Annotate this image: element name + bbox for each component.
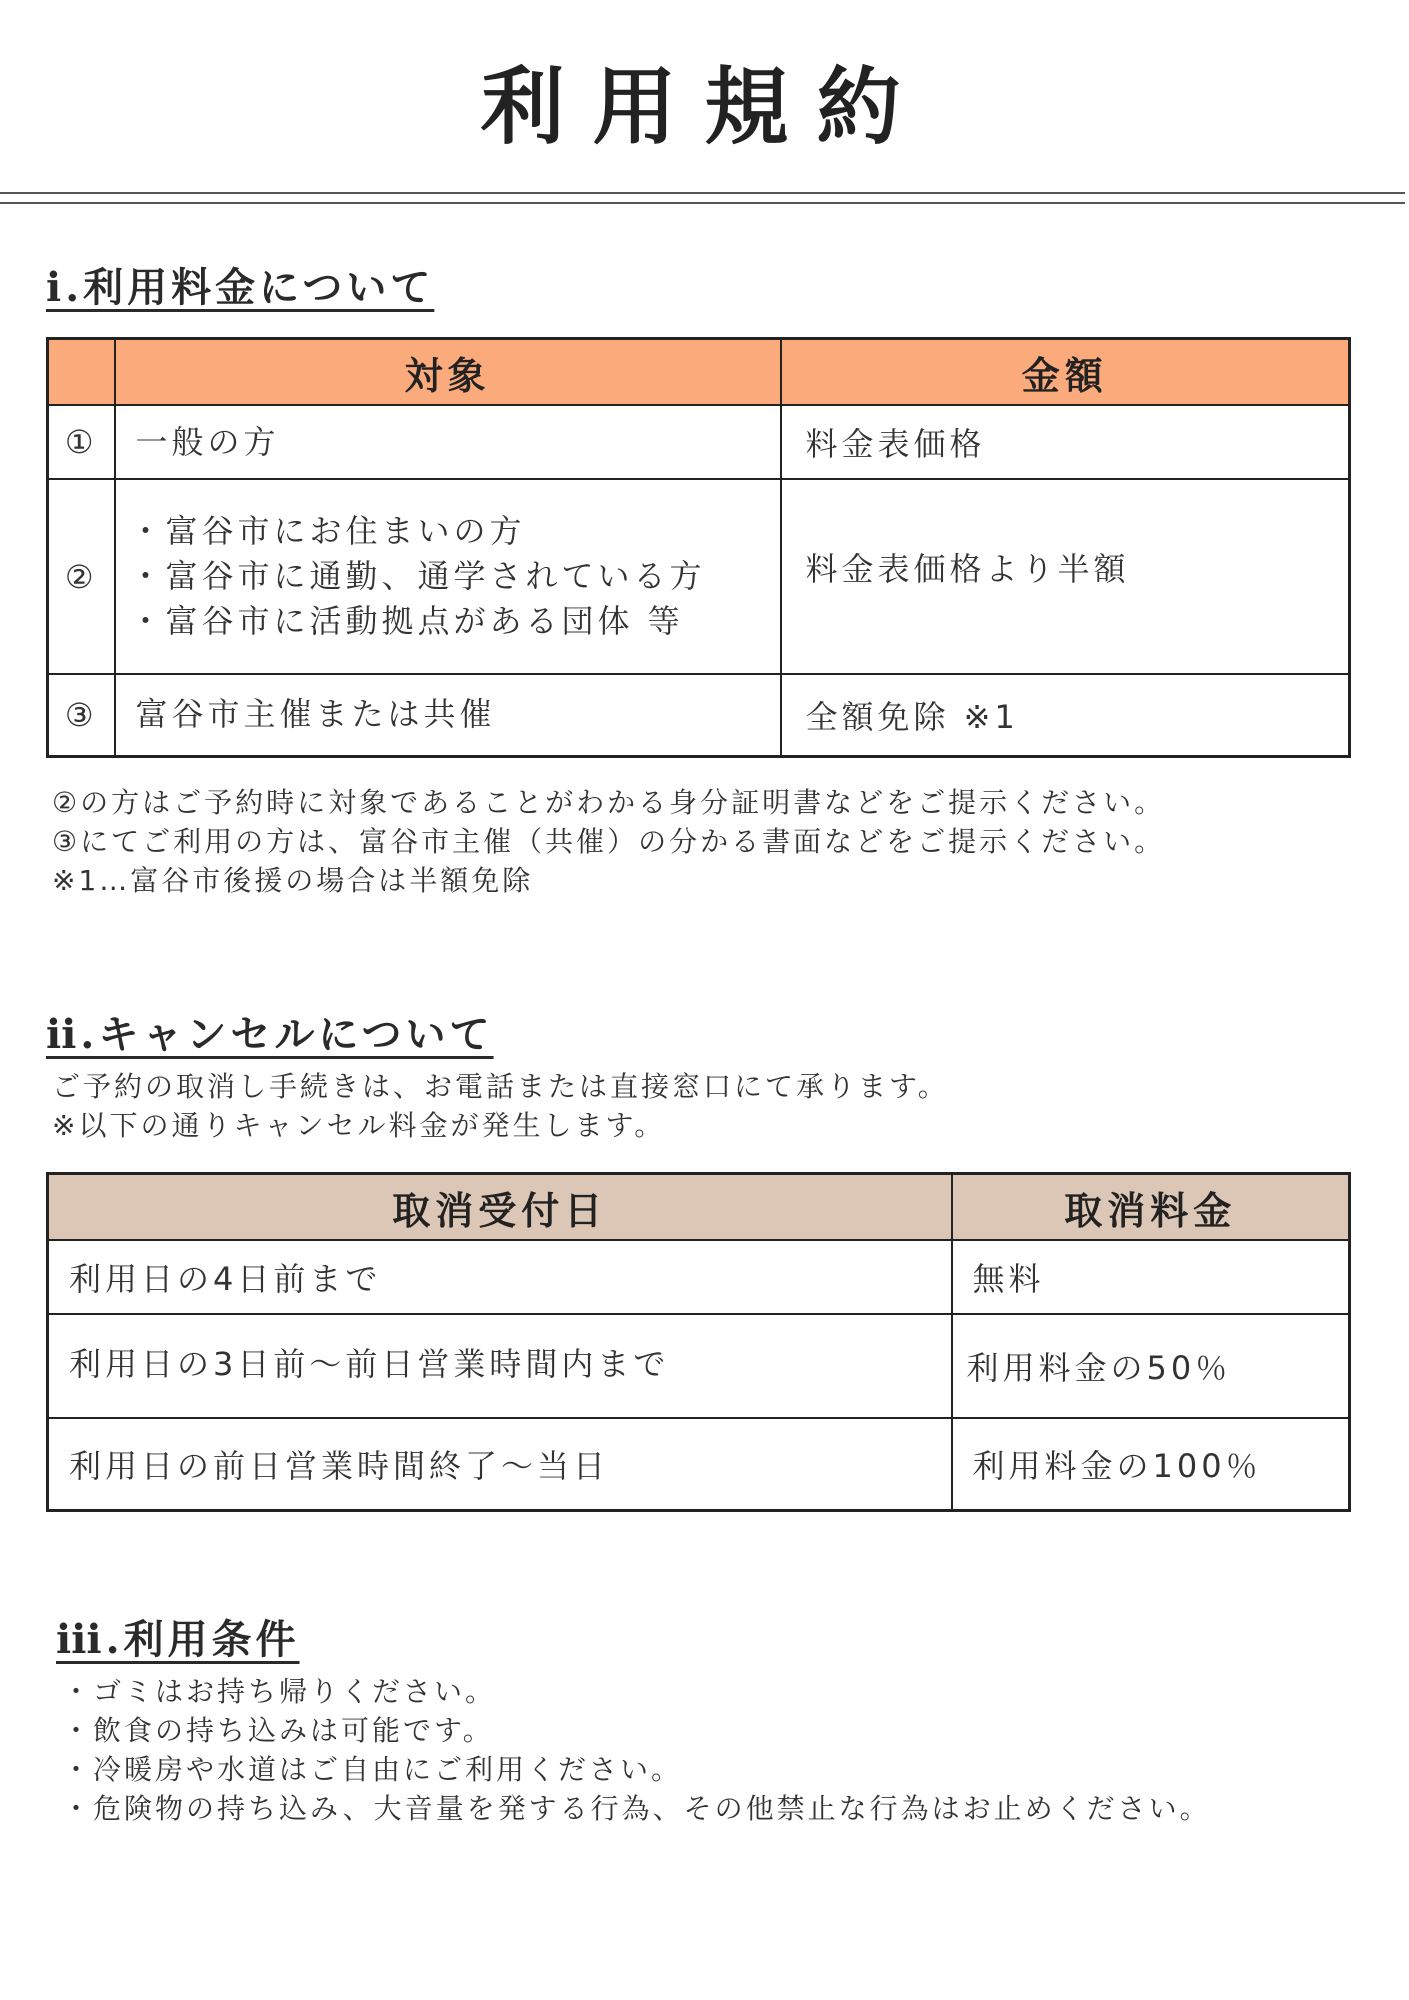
cancel-intro-line: ※以下の通りキャンセル料金が発生します。 [52, 1109, 666, 1142]
title-divider-bottom [0, 202, 1405, 204]
list-item: ・飲食の持ち込みは可能です。 [62, 1714, 494, 1747]
cancel-table-header-fee: 取消料金 [952, 1174, 1350, 1241]
row-amount: 料金表価格 [781, 405, 1350, 479]
row-amount: 料金表価格より半額 [781, 479, 1350, 674]
target-line: ・富谷市に活動拠点がある団体 等 [129, 602, 684, 640]
cancel-intro-line: ご予約の取消し手続きは、お電話または直接窓口にて承ります。 [52, 1070, 949, 1103]
fee-notes [52, 783, 1165, 900]
row-target [115, 674, 781, 756]
page-title: 利用規約 [480, 57, 929, 156]
cancel-table [46, 1172, 1351, 1512]
fee-note: ③にてご利用の方は、富谷市主催（共催）の分かる書面などをご提示ください。 [52, 825, 1166, 858]
section-heading-fees: ⅰ.利用料金について [46, 264, 435, 311]
section-heading-cancel: ⅱ.キャンセルについて [46, 1011, 494, 1058]
fee-table-header-blank [48, 339, 115, 406]
row-target [115, 479, 781, 674]
cancel-intro [52, 1067, 949, 1145]
target-line: ・富谷市に通勤、通学されている方 [129, 557, 706, 595]
table-row [48, 674, 1350, 756]
cancel-table-header-date: 取消受付日 [48, 1174, 952, 1241]
row-target [115, 405, 781, 479]
table-row [48, 405, 1350, 479]
row-number: ① [48, 405, 115, 479]
fee-table-header-target: 対象 [115, 339, 781, 406]
table-row [48, 1418, 1350, 1510]
table-row [48, 1240, 1350, 1314]
fee-table-header-row [48, 339, 1350, 406]
cancel-date: 利用日の4日前まで [48, 1240, 952, 1314]
list-item: ・ゴミはお持ち帰りください。 [62, 1675, 497, 1708]
fee-table-header-amount: 金額 [781, 339, 1350, 406]
fee-note: ※1…富谷市後援の場合は半額免除 [52, 864, 534, 897]
row-number: ③ [48, 674, 115, 756]
section-heading-conditions: ⅲ.利用条件 [56, 1616, 300, 1663]
cancel-date: 利用日の3日前～前日営業時間内まで [48, 1314, 952, 1418]
cancel-fee: 利用料金の50％ [952, 1314, 1350, 1418]
cancel-table-header-row [48, 1174, 1350, 1241]
cancel-date: 利用日の前日営業時間終了～当日 [48, 1418, 952, 1510]
fee-table [46, 337, 1351, 758]
list-item: ・冷暖房や水道はご自由にご利用ください。 [62, 1753, 683, 1786]
list-item: ・危険物の持ち込み、大音量を発する行為、その他禁止な行為はお止めください。 [62, 1792, 1211, 1825]
cancel-fee: 無料 [952, 1240, 1350, 1314]
target-line: 富谷市主催または共催 [135, 695, 496, 734]
row-number: ② [48, 479, 115, 674]
title-divider-top [0, 192, 1405, 194]
target-line: ・富谷市にお住まいの方 [129, 512, 526, 550]
target-line: 一般の方 [135, 422, 280, 461]
conditions-list [62, 1672, 1211, 1828]
table-row [48, 1314, 1350, 1418]
cancel-fee: 利用料金の100％ [952, 1418, 1350, 1510]
fee-note: ②の方はご予約時に対象であることがわかる身分証明書などをご提示ください。 [52, 786, 1166, 819]
table-row [48, 479, 1350, 674]
row-amount: 全額免除 ※1 [781, 674, 1350, 756]
